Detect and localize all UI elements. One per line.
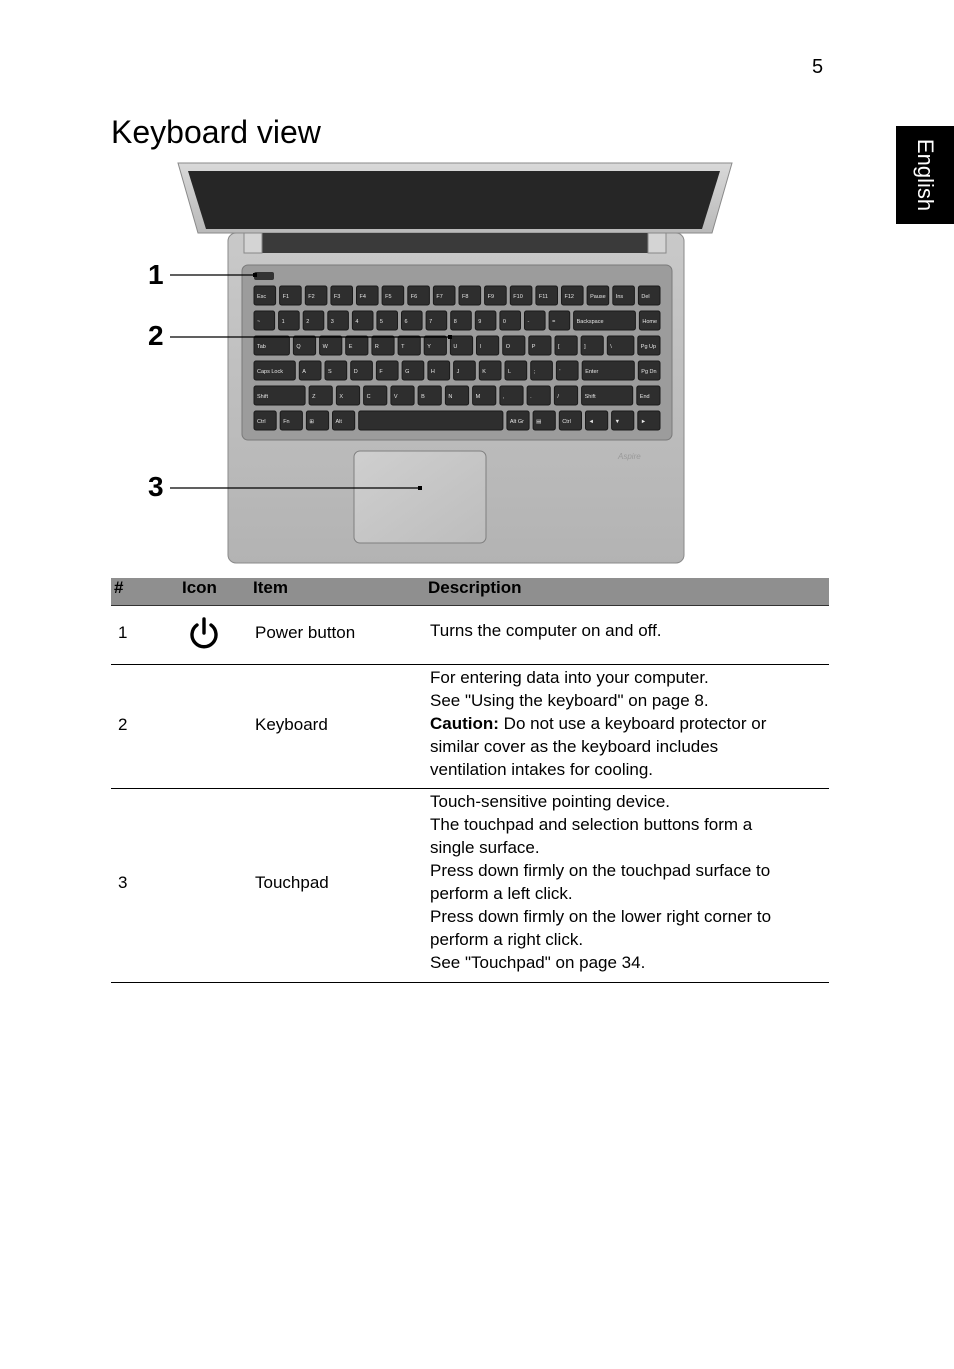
keyboard-key-label: H: [430, 369, 435, 375]
keyboard-key-label: F11: [538, 294, 548, 300]
keyboard-key-label: Alt: [335, 419, 342, 425]
caution-text: Do not use a keyboard protector or: [498, 714, 767, 733]
keyboard-key-label: Q: [296, 344, 301, 350]
keyboard-key-label: 0: [502, 319, 506, 325]
keyboard-key-label: ►: [640, 419, 647, 425]
row-num: 1: [118, 623, 128, 642]
keyboard-key-label: F8: [462, 294, 469, 300]
description-line: For entering data into your computer.: [430, 668, 709, 687]
keyboard-key-label: ⊞: [309, 419, 315, 425]
keyboard-key-label: F3: [333, 294, 341, 300]
row-num: 2: [118, 715, 128, 734]
table-header: [111, 578, 829, 606]
description-line: See "Touchpad" on page 34.: [430, 953, 646, 972]
keyboard-key-label: ◄: [588, 419, 594, 425]
keyboard-key-label: Pg Dn: [641, 369, 657, 375]
header-description: Description: [428, 578, 522, 597]
keyboard-key-label: ]: [584, 344, 586, 350]
keyboard-key-label: Alt Gr: [509, 419, 524, 425]
callout-1: 1: [148, 259, 164, 290]
svg-text:Aspire: Aspire: [618, 452, 641, 461]
keyboard-key-label: J: [456, 369, 460, 375]
keyboard-key-label: W: [322, 344, 328, 350]
keyboard-key-label: Pg Up: [640, 344, 657, 350]
keyboard-key-label: Caps Lock: [257, 369, 283, 375]
keyboard-key-label: O: [505, 344, 510, 350]
laptop-screen: [188, 171, 720, 229]
keyboard-key-label: ▤: [536, 419, 542, 425]
keyboard-key-label: F6: [410, 294, 418, 300]
description-line: Touch-sensitive pointing device.: [430, 792, 671, 811]
keyboard-key-label: 4: [355, 319, 359, 325]
keyboard-key-label: E: [348, 344, 353, 350]
component-table: [111, 578, 829, 983]
caution-line: [430, 712, 766, 735]
keyboard-key-label: 6: [404, 319, 408, 325]
callout-3: 3: [148, 471, 164, 502]
row-description: [430, 666, 766, 781]
keyboard-key-label: 1: [281, 319, 285, 325]
keyboard-key-label: Z: [312, 394, 316, 400]
keyboard-key-label: [: [558, 344, 560, 350]
keyboard-key-label: P: [531, 344, 536, 350]
keyboard-key-label: =: [552, 319, 556, 325]
keyboard-key-label: Esc: [257, 294, 267, 300]
keyboard-key-label: Home: [642, 319, 658, 325]
power-icon: [186, 616, 222, 652]
row-description: [430, 790, 771, 974]
keyboard-key-label: ;: [533, 369, 536, 375]
header-num: #: [114, 578, 124, 597]
hinge: [248, 233, 666, 253]
keyboard-key-label: C: [366, 394, 371, 400]
keyboard-key-label: N: [448, 394, 453, 400]
keyboard-key-label: F10: [513, 294, 523, 300]
keyboard-key-label: -: [527, 319, 530, 325]
keyboard-key-label: 8: [453, 319, 457, 325]
keyboard-key-label: End: [639, 394, 650, 400]
keyboard-key-label: Ctrl: [257, 419, 266, 425]
row-item: Touchpad: [255, 873, 329, 892]
keyboard-key-label: 2: [306, 319, 310, 325]
keyboard-key-label: Del: [641, 294, 650, 300]
keyboard-key-label: Tab: [257, 344, 266, 350]
keyboard-key-label: Shift: [257, 394, 269, 400]
keyboard-key-label: Enter: [585, 369, 599, 375]
row-item: Power button: [255, 623, 356, 642]
keyboard-key-label: D: [353, 369, 358, 375]
keyboard-key-label: F2: [308, 294, 315, 300]
keyboard-key-label: ,: [502, 394, 505, 400]
keyboard-key-label: F: [379, 369, 383, 375]
keyboard-key-label: Shift: [584, 394, 596, 400]
description-line: See "Using the keyboard" on page 8.: [430, 691, 709, 710]
keyboard-key-label: Ctrl: [562, 419, 571, 425]
keyboard-key-label: S: [328, 369, 332, 375]
keyboard-key-label: Fn: [283, 419, 290, 425]
table-row: [111, 789, 829, 983]
description-line: perform a left click.: [430, 884, 573, 903]
table-row: [111, 606, 829, 665]
page-number: 5: [812, 56, 824, 78]
keyboard-key-label: F12: [564, 294, 574, 300]
description-line: Press down firmly on the lower right corner to: [430, 907, 772, 926]
keyboard-key-label: V: [393, 394, 398, 400]
header-icon: Icon: [182, 578, 217, 597]
keyboard-key-label: Y: [427, 344, 431, 350]
keyboard-key-label: Backspace: [576, 319, 604, 325]
header-item: Item: [253, 578, 288, 597]
keyboard-key-label: F1: [282, 294, 290, 300]
language-tab-label: English: [913, 138, 938, 212]
keyboard-key-label: Ins: [615, 294, 624, 300]
keyboard-key-label: Pause: [590, 294, 606, 300]
keyboard-key-label: \: [610, 344, 612, 350]
keyboard-key-label: .: [530, 394, 532, 400]
keyboard-key-label: T: [401, 344, 405, 350]
keyboard-key-label: ~: [257, 319, 261, 325]
keyboard-key-label: G: [405, 369, 410, 375]
laptop-drawing: [140, 155, 760, 570]
keyboard-key: [359, 411, 503, 430]
description-line: The touchpad and selection buttons form a: [430, 815, 753, 834]
keyboard-key-label: F5: [385, 294, 392, 300]
keyboard-key-label: L: [508, 369, 512, 375]
keyboard-key-label: 7: [429, 319, 433, 325]
keyboard-key-label: 9: [478, 319, 482, 325]
description-line: ventilation intakes for cooling.: [430, 760, 654, 779]
keyboard-key-label: X: [339, 394, 344, 400]
description-line: single surface.: [430, 838, 540, 857]
keyboard-key-label: /: [557, 394, 559, 400]
keyboard-view-illustration: [140, 155, 760, 570]
callout-2: 2: [148, 320, 164, 351]
caution-label: Caution:: [430, 714, 499, 733]
description-line: Turns the computer on and off.: [430, 621, 662, 640]
keyboard-key-label: F9: [487, 294, 495, 300]
keyboard-key-label: U: [453, 344, 458, 350]
keyboard-key-label: K: [482, 369, 486, 375]
keyboard-key-label: M: [475, 394, 481, 400]
keyboard-key-label: F7: [436, 294, 443, 300]
keyboard-key-label: 3: [330, 319, 334, 325]
row-item: Keyboard: [255, 715, 328, 734]
keyboard-key-label: ▼: [614, 419, 621, 425]
description-line: Press down firmly on the touchpad surface to: [430, 861, 771, 880]
keyboard-key-label: I: [479, 344, 482, 350]
keyboard-key-label: F4: [359, 294, 366, 300]
row-description: [430, 619, 662, 642]
language-tab: [896, 126, 954, 224]
page-title: Keyboard view: [111, 114, 321, 150]
row-num: 3: [118, 873, 128, 892]
keyboard-key-label: R: [374, 344, 379, 350]
keyboard-key-label: 5: [379, 319, 383, 325]
description-line: similar cover as the keyboard includes: [430, 737, 719, 756]
keyboard-key-label: A: [302, 369, 306, 375]
touchpad-drawing: [354, 451, 486, 543]
description-line: perform a right click.: [430, 930, 584, 949]
keyboard-key-label: B: [421, 394, 425, 400]
table-row: [111, 665, 829, 789]
keyboard-key-label: ': [559, 369, 561, 375]
